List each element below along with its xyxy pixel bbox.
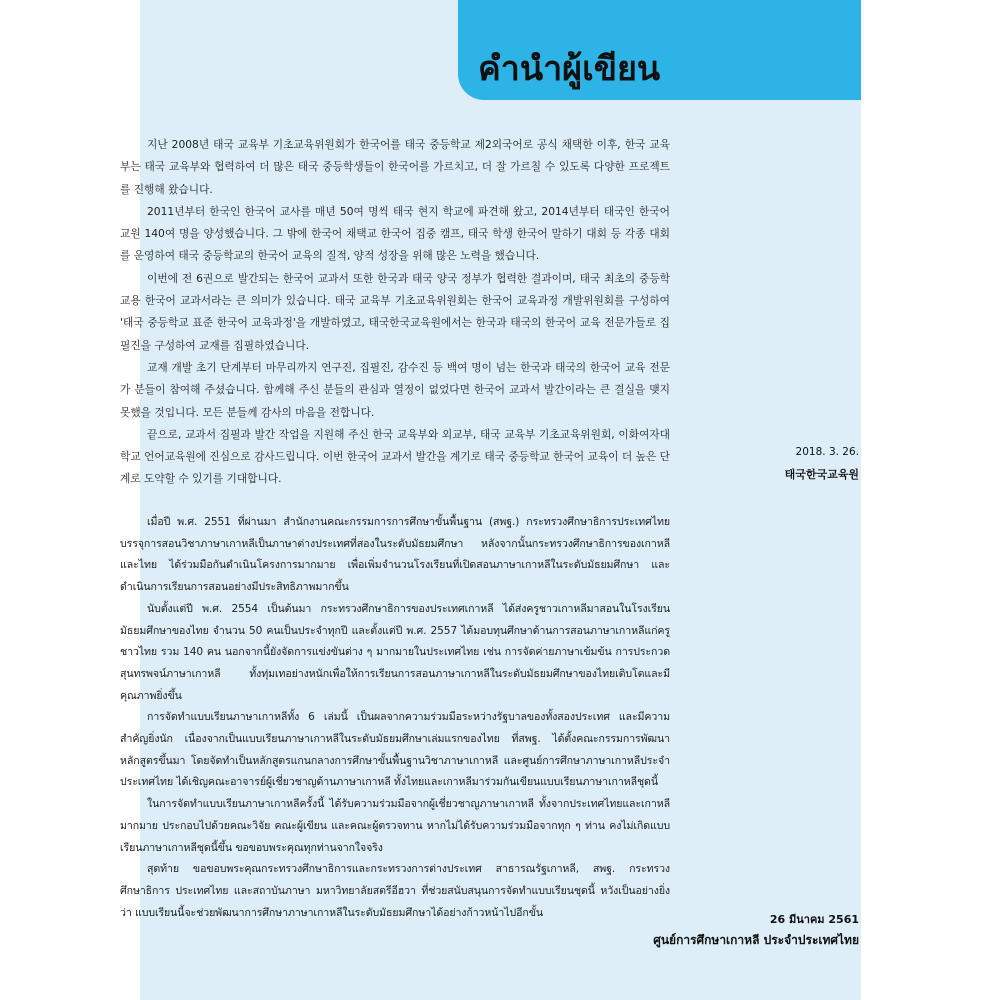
thai-paragraph-4: ในการจัดทำแบบเรียนภาษาเกาหลีครั้งนี้ ได้รับความร่วมมือจากผู้เชี่ยวชาญภาษาเกาหลี ทั้งจากประเทศไทยและเกาหลีมากมาย ประกอบไปด้วยคณะวิจัย คณะผู้เขียน และคณะผู้ตรวจทาน หากไม่ได้รับความร่วมมือจากทุก ๆ ท่าน คงไม่เกิดแบบเรียนภาษาเกาหลีชุดนี้ขึ้น ขอขอบพระคุณทุกท่านจากใจจริง: [120, 798, 670, 854]
thai-paragraph-5: สุดท้าย ขอขอบพระคุณกระทรวงศึกษาธิการและกระทรวงการต่างประเทศ สาธารณรัฐเกาหลี, สพฐ. กระทรวงศึกษาธิการ ประเทศไทย และสถาบันภาษา มหาวิทยาลัยสตรีอีฮวา ที่ช่วยสนับสนุนการจัดทำแบบเรียนชุดนี้ หวังเป็นอย่างยิ่งว่า แบบเรียนนี้จะช่วยพัฒนาการศึกษาภาษาเกาหลีในระดับมัธยมศึกษาได้อย่างก้าวหน้าไปอีกขั้น: [120, 863, 670, 919]
thai-preface: [120, 512, 670, 924]
korean-paragraph-1: 지난 2008년 태국 교육부 기초교육위원회가 한국어를 태국 중등학교 제2외국어로 공식 채택한 이후, 한국 교육부는 태국 교육부와 협력하여 더 많은 태국 중등학생들이 한국어를 가르치고, 더 잘 가르칠 수 있도록 다양한 프로젝트를 진행해 왔습니다.: [120, 138, 670, 196]
thai-signature-date: 26 มีนาคม 2561: [769, 913, 859, 926]
korean-paragraph-4: 교재 개발 초기 단계부터 마무리까지 연구진, 집필진, 감수진 등 백여 명이 넘는 한국과 태국의 한국어 교육 전문가 분들이 참여해 주셨습니다. 함께해 주신 분들의 관심과 열정이 없었다면 한국어 교과서 발간이라는 큰 결실을 맺지 못했을 것입니다. 모든 분들께 감사의 마음을 전합니다.: [120, 360, 670, 419]
korean-paragraph-2: 2011년부터 한국인 한국어 교사를 매년 50여 명씩 태국 현지 학교에 파견해 왔고, 2014년부터 태국인 한국어 교원 140여 명을 양성했습니다. 그 밖에 한국어 채택교 한국어 집중 캠프, 태국 학생 한국어 말하기 대회 등 각종 대회를 운영하여 태국 중등학교의 한국어 교육의 질적, 양적 성장을 위해 많은 노력을 했습니다.: [120, 204, 670, 263]
korean-paragraph-5: 끝으로, 교과서 집필과 발간 작업을 지원해 주신 한국 교육부와 외교부, 태국 교육부 기초교육위원회, 이화여자대학교 언어교육원에 진심으로 감사드립니다. 이번 한국어 교과서 발간을 계기로 태국 중등학교 한국어 교육이 더 높은 단계로 도약할 수 있기를 기대합니다.: [120, 427, 670, 486]
korean-paragraph-3: 이번에 전 6권으로 발간되는 한국어 교과서 또한 한국과 태국 양국 정부가 협력한 결과이며, 태국 최초의 중등학교용 한국어 교과서라는 큰 의미가 있습니다. 태국 교육부 기초교육위원회는 한국어 교육과정 개발위원회를 구성하여 '태국 중등학교 표준 한국어 교육과정'을 개발하였고, 태국한국교육원에서는 한국과 태국의 한국어 교육 전문가들로 집필진을 구성하여 교재를 집필하였습니다.: [120, 271, 670, 352]
thai-paragraph-2: นับตั้งแต่ปี พ.ศ. 2554 เป็นต้นมา กระทรวงศึกษาธิการของประเทศเกาหลี ได้ส่งครูชาวเกาหลีมาสอนในโรงเรียนมัธยมศึกษาของไทย จำนวน 50 คนเป็นประจำทุกปี และตั้งแต่ปี พ.ศ. 2557 ได้มอบทุนศึกษาด้านการสอนภาษาเกาหลีแก่ครูชาวไทย รวม 140 คน นอกจากนี้ยังจัดการแข่งขันต่าง ๆ มากมายในประเทศไทย เช่น การจัดค่ายภาษาเข้มข้น การประกวดสุนทรพจน์ภาษาเกาหลี ทั้งทุ่มเทอย่างหนักเพื่อให้การเรียนการสอนภาษาเกาหลีในระดับมัธยมศึกษาของไทยเติบโตและมีคุณภาพยิ่งขึ้น: [120, 602, 670, 702]
korean-signature-org: 태국한국교육원: [784, 468, 859, 481]
korean-preface: [120, 134, 670, 491]
thai-paragraph-3: การจัดทำแบบเรียนภาษาเกาหลีทั้ง 6 เล่มนี้ เป็นผลจากความร่วมมือระหว่างรัฐบาลของทั้งสองประเทศ และมีความสำคัญยิ่งนัก เนื่องจากเป็นแบบเรียนภาษาเกาหลีในระดับมัธยมศึกษาเล่มแรกของไทย ที่สพฐ. ได้ตั้งคณะกรรมการพัฒนาหลักสูตรขึ้นมา โดยจัดทำเป็นหลักสูตรแกนกลางการศึกษาขั้นพื้นฐานวิชาภาษาเกาหลี และศูนย์การศึกษาภาษาเกาหลีประจำประเทศไทย ได้เชิญคณะอาจารย์ผู้เชี่ยวชาญด้านภาษาเกาหลี ทั้งไทยและเกาหลีมาร่วมกันเขียนแบบเรียนภาษาเกาหลีชุดนี้: [120, 711, 670, 789]
thai-signature-org: ศูนย์การศึกษาเกาหลี ประจำประเทศไทย: [653, 933, 859, 947]
thai-paragraph-1: เมื่อปี พ.ศ. 2551 ที่ผ่านมา สำนักงานคณะกรรมการการศึกษาขั้นพื้นฐาน (สพฐ.) กระทรวงศึกษาธิการประเทศไทย บรรจุการสอนวิชาภาษาเกาหลีเป็นภาษาต่างประเทศที่สองในระดับมัธยมศึกษา หลังจากนั้นกระทรวงศึกษาธิการของเกาหลีและไทย ได้ร่วมมือกันดำเนินโครงการมากมาย เพื่อเพิ่มจำนวนโรงเรียนที่เปิดสอนภาษาเกาหลีในระดับมัธยมศึกษา และดำเนินการเรียนการสอนอย่างมีประสิทธิภาพมากขึ้น: [120, 516, 670, 594]
title-banner: [458, 0, 861, 100]
page-title: คำนำผู้เขียน: [478, 49, 661, 89]
korean-signature-date: 2018. 3. 26.: [795, 446, 859, 458]
